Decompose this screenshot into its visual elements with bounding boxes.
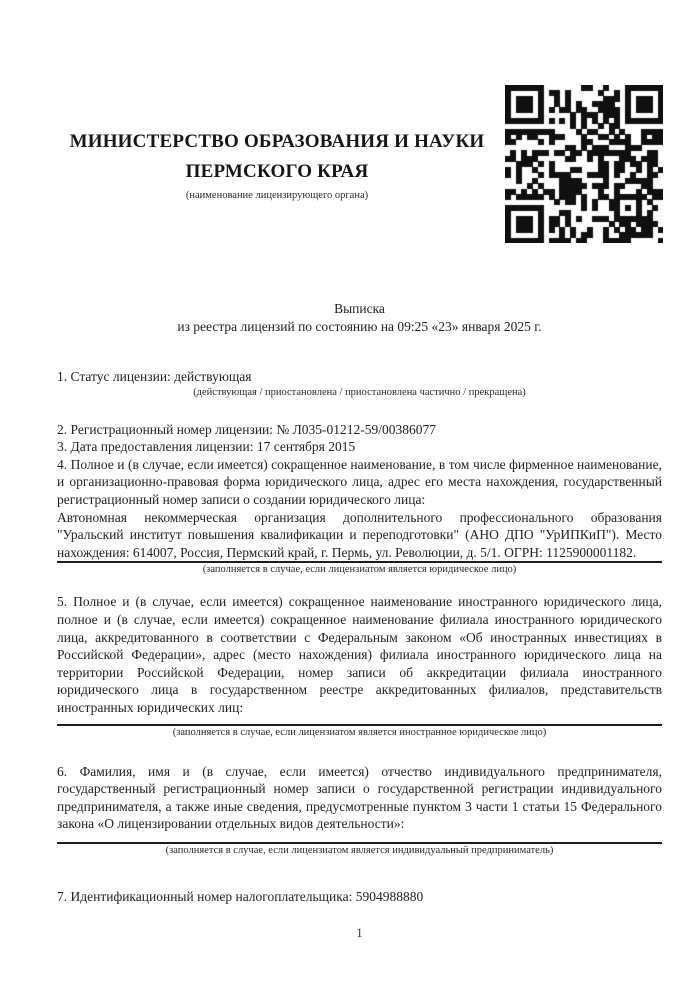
licensing-authority-header xyxy=(57,127,497,203)
item-3-license-date: 3. Дата предоставления лицензии: 17 сентября 2015 xyxy=(57,439,356,455)
document-body xyxy=(57,368,662,905)
item-4-caption: (заполняется в случае, если лицензиатом является юридическое лицо) xyxy=(202,564,517,576)
item-1-caption: (действующая / приостановлена / приостановлена частично / прекращена) xyxy=(193,386,526,398)
item-1-license-status: 1. Статус лицензии: действующая xyxy=(57,369,252,384)
qr-code xyxy=(505,85,663,243)
document-title xyxy=(57,300,662,335)
ministry-name-line1: МИНИСТЕРСТВО ОБРАЗОВАНИЯ И НАУКИ xyxy=(69,131,485,152)
item-7-taxpayer-number: 7. Идентификационный номер налогоплательщика: 5904988880 xyxy=(57,888,424,904)
item-5-caption: (заполняется в случае, если лицензиатом является иностранное юридическое лицо) xyxy=(172,726,547,738)
item-4-legal-entity-value: Автономная некоммерческая организация дополнительного профессионального образования "Уральский институт повышения квалификации и переподготовки" (АНО ДПО "УрИПКиП"). Место нахождения: 614007, Россия, Пермский край, г. Пермь, ул. Революции, д. 5/1. ОГРН: 1125900001182. xyxy=(57,509,662,560)
licensing-authority-caption: (наименование лицензирующего органа) xyxy=(185,190,369,201)
page-number: 1 xyxy=(356,926,363,940)
item-4-legal-entity-label: 4. Полное и (в случае, если имеется) сокращенное наименование, в том числе фирменное наименование, и организационно-правовая форма юридического лица, адрес его места нахождения, государственный регистрационный номер записи о создании юридического лица: xyxy=(57,456,662,507)
item-5-foreign-entity-label: 5. Полное и (в случае, если имеется) сокращенное наименование иностранного юридического лица, полное и (в случае, если имеется) сокращенное наименование филиала иностранного юридического лица, аккредитованного в соответствии с Федеральным законом «Об иностранных инвестициях в Российской Федерации», адрес (место нахождения) филиала иностранного юридического лица на территории Российской Федерации, номер записи об аккредитации филиала иностранного юридического лица в государственном реестре аккредитованных филиалов, представительств иностранных юридических лиц: xyxy=(57,594,662,715)
document-title-line2: из реестра лицензий по состоянию на 09:25 «23» января 2025 г. xyxy=(177,318,542,334)
item-6-entrepreneur-label: 6. Фамилия, имя и (в случае, если имеется) отчество индивидуального предпринимателя, государственный регистрационный номер записи о государственной регистрации индивидуального предпринимателя, а также иные сведения, предусмотренные пунктом 3 части 1 статьи 15 Федерального закона «О лицензировании отдельных видов деятельности»: xyxy=(57,763,662,832)
item-6-caption: (заполняется в случае, если лицензиатом является индивидуальный предприниматель) xyxy=(165,844,554,856)
item-2-registration-number: 2. Регистрационный номер лицензии: № Л035-01212-59/00386077 xyxy=(57,421,437,437)
document-title-line1: Выписка xyxy=(334,301,385,316)
ministry-name-line2: ПЕРМСКОГО КРАЯ xyxy=(185,161,369,182)
